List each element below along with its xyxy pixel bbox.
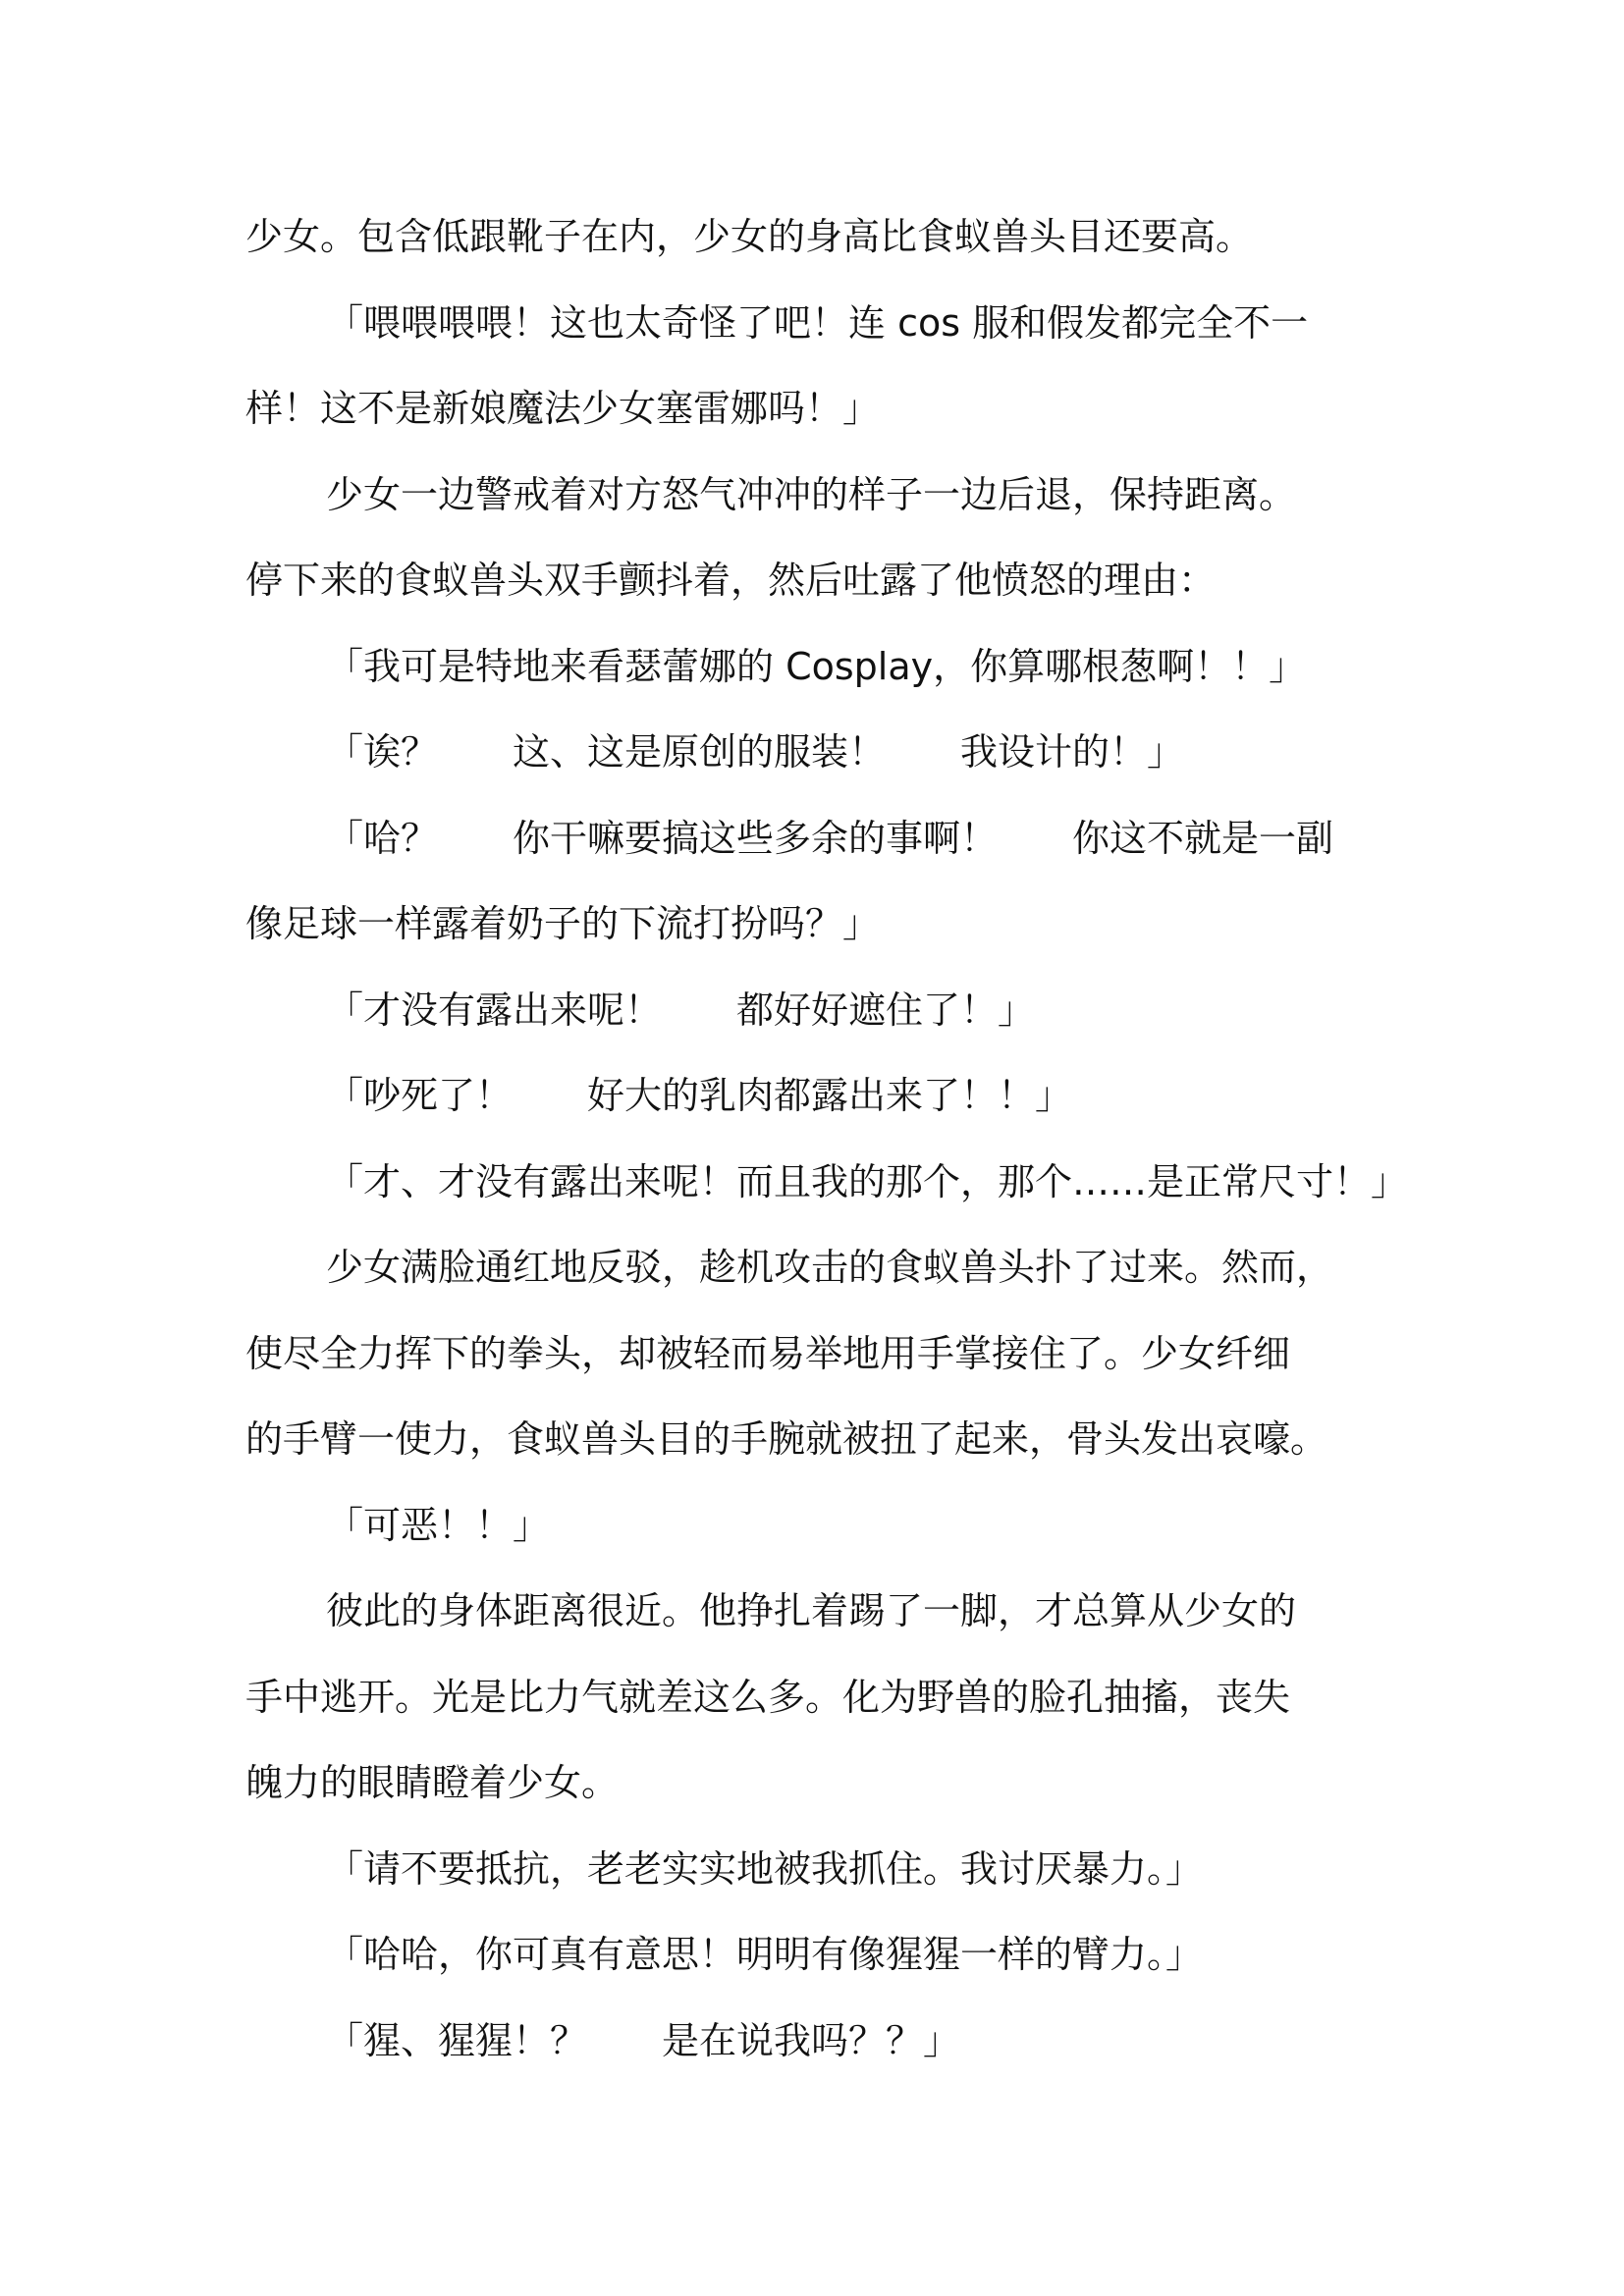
text-line: 「哈哈，你可真有意思！明明有像猩猩一样的臂力。」: [326, 1933, 1204, 1976]
text-line: 样！这不是新娘魔法少女塞雷娜吗！」: [245, 387, 881, 430]
text-line: 「哈？ 你干嘛要搞这些多余的事啊！ 你这不就是一副: [326, 816, 1334, 860]
text-line: 「吵死了！ 好大的乳肉都露出来了！！」: [326, 1074, 1073, 1117]
text-line: 「喂喂喂喂！这也太奇怪了吧！连 cos 服和假发都完全不一: [326, 300, 1309, 345]
text-line: 手中逃开。光是比力气就差这么多。化为野兽的脸孔抽搐，丧失: [245, 1675, 1291, 1719]
text-line: 像足球一样露着奶子的下流打扮吗？」: [245, 902, 881, 945]
text-line: 少女一边警戒着对方怒气冲冲的样子一边后退，保持距离。: [326, 472, 1297, 516]
text-line: 的手臂一使力，食蚁兽头目的手腕就被扭了起来，骨头发出哀嚎。: [245, 1417, 1328, 1461]
text-line: 「诶？ 这、这是原创的服装！ 我设计的！」: [326, 730, 1185, 774]
text-line: 「才没有露出来呢！ 都好好遮住了！」: [326, 988, 1036, 1032]
text-line: 「可恶！！」: [326, 1503, 551, 1547]
text-line: 「我可是特地来看瑟蕾娜的 Cosplay，你算哪根葱啊！！」: [326, 644, 1307, 688]
text-line: 「才、才没有露出来呢！而且我的那个，那个……是正常尺寸！」: [326, 1159, 1409, 1203]
text-line: 魄力的眼睛瞪着少女。: [245, 1761, 620, 1804]
body-text: [245, 194, 1409, 2084]
text-line: 「请不要抵抗，老老实实地被我抓住。我讨厌暴力。」: [326, 1846, 1204, 1891]
text-line: 使尽全力挥下的拳头，却被轻而易举地用手掌接住了。少女纤细: [245, 1331, 1291, 1375]
text-line: 少女满脸通红地反驳，趁机攻击的食蚁兽头扑了过来。然而，: [326, 1246, 1334, 1289]
text-line: 停下来的食蚁兽头双手颤抖着，然后吐露了他愤怒的理由：: [245, 559, 1217, 602]
text-line: 「猩、猩猩！？ 是在说我吗？？」: [326, 2018, 961, 2062]
text-line: 少女。包含低跟靴子在内，少女的身高比食蚁兽头目还要高。: [245, 215, 1254, 258]
text-line: 彼此的身体距离很近。他挣扎着踢了一脚，才总算从少女的: [326, 1589, 1297, 1632]
